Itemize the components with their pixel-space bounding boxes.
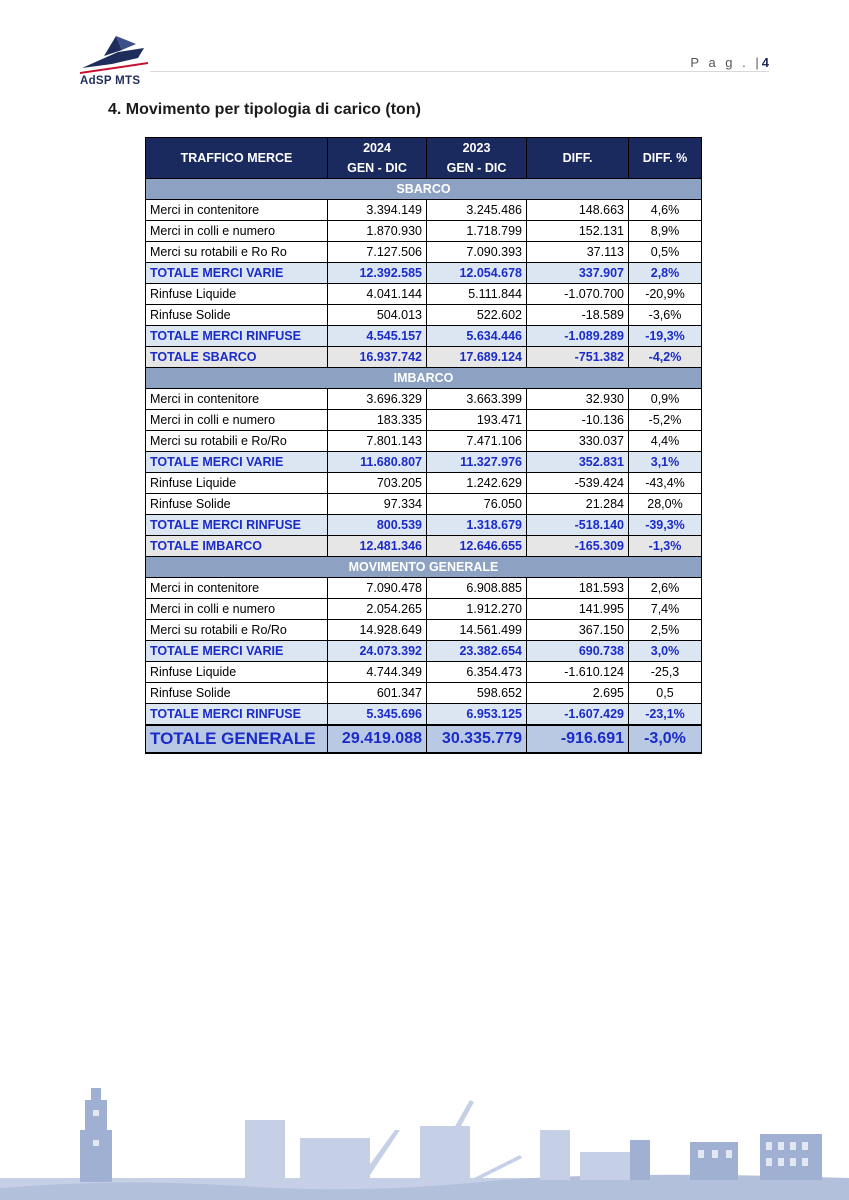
- total-row: [146, 326, 702, 347]
- port-skyline-illustration: [0, 1060, 849, 1200]
- value-2024-cell: 4.041.144: [328, 284, 427, 305]
- value-2023-cell: 5.634.446: [427, 326, 527, 347]
- label-cell: TOTALE MERCI RINFUSE: [146, 704, 328, 726]
- label-cell: Rinfuse Liquide: [146, 473, 328, 494]
- table-body: [146, 179, 702, 754]
- table-row: [146, 620, 702, 641]
- label-cell: Merci in colli e numero: [146, 599, 328, 620]
- value-2023-cell: 1.242.629: [427, 473, 527, 494]
- total-row: [146, 347, 702, 368]
- page-number: [690, 55, 769, 70]
- label-cell: TOTALE MERCI RINFUSE: [146, 326, 328, 347]
- table-row: [146, 578, 702, 599]
- label-cell: Rinfuse Liquide: [146, 284, 328, 305]
- diff-cell: 2.695: [527, 683, 629, 704]
- label-cell: TOTALE GENERALE: [146, 725, 328, 753]
- value-2024-cell: 3.394.149: [328, 200, 427, 221]
- value-2024-cell: 703.205: [328, 473, 427, 494]
- label-cell: Merci in colli e numero: [146, 410, 328, 431]
- table-row: [146, 662, 702, 683]
- diff-cell: 330.037: [527, 431, 629, 452]
- label-cell: Merci in contenitore: [146, 389, 328, 410]
- value-2023-cell: 76.050: [427, 494, 527, 515]
- diff-pct-cell: 0,5%: [629, 242, 702, 263]
- header-2024-year: 2024: [363, 141, 391, 155]
- label-cell: Rinfuse Solide: [146, 305, 328, 326]
- total-row: [146, 641, 702, 662]
- table-row: [146, 683, 702, 704]
- value-2023-cell: 7.471.106: [427, 431, 527, 452]
- value-2023-cell: 5.111.844: [427, 284, 527, 305]
- value-2024-cell: 504.013: [328, 305, 427, 326]
- diff-pct-cell: 4,4%: [629, 431, 702, 452]
- diff-pct-cell: -25,3: [629, 662, 702, 683]
- header-2023-year: 2023: [462, 141, 491, 155]
- value-2024-cell: 3.696.329: [328, 389, 427, 410]
- diff-cell: 148.663: [527, 200, 629, 221]
- page-label: P a g . |: [690, 55, 762, 70]
- table-row: [146, 494, 702, 515]
- section-title-cell: MOVIMENTO GENERALE: [146, 557, 702, 578]
- value-2024-cell: 4.545.157: [328, 326, 427, 347]
- table-row: [146, 431, 702, 452]
- table-row: [146, 242, 702, 263]
- diff-pct-cell: -19,3%: [629, 326, 702, 347]
- diff-pct-cell: 0,9%: [629, 389, 702, 410]
- value-2023-cell: 30.335.779: [427, 725, 527, 753]
- value-2023-cell: 1.718.799: [427, 221, 527, 242]
- diff-pct-cell: 0,5: [629, 683, 702, 704]
- diff-cell: 37.113: [527, 242, 629, 263]
- label-cell: Merci in colli e numero: [146, 221, 328, 242]
- label-cell: TOTALE SBARCO: [146, 347, 328, 368]
- value-2024-cell: 14.928.649: [328, 620, 427, 641]
- value-2023-cell: 598.652: [427, 683, 527, 704]
- value-2023-cell: 3.663.399: [427, 389, 527, 410]
- logo-text: AdSP MTS: [80, 75, 141, 87]
- diff-pct-cell: 7,4%: [629, 599, 702, 620]
- diff-pct-cell: -43,4%: [629, 473, 702, 494]
- value-2024-cell: 12.392.585: [328, 263, 427, 284]
- grand-total-row: [146, 725, 702, 753]
- value-2024-cell: 7.127.506: [328, 242, 427, 263]
- value-2023-cell: 6.908.885: [427, 578, 527, 599]
- value-2023-cell: 522.602: [427, 305, 527, 326]
- table-header-row: [146, 138, 702, 179]
- diff-cell: 690.738: [527, 641, 629, 662]
- label-cell: Rinfuse Liquide: [146, 662, 328, 683]
- value-2023-cell: 193.471: [427, 410, 527, 431]
- diff-pct-cell: 3,0%: [629, 641, 702, 662]
- label-cell: Rinfuse Solide: [146, 683, 328, 704]
- value-2024-cell: 4.744.349: [328, 662, 427, 683]
- diff-pct-cell: 2,5%: [629, 620, 702, 641]
- value-2024-cell: 97.334: [328, 494, 427, 515]
- total-row: [146, 515, 702, 536]
- diff-pct-cell: 28,0%: [629, 494, 702, 515]
- label-cell: Merci su rotabili e Ro Ro: [146, 242, 328, 263]
- diff-cell: 152.131: [527, 221, 629, 242]
- value-2024-cell: 5.345.696: [328, 704, 427, 726]
- diff-cell: 181.593: [527, 578, 629, 599]
- section-row: [146, 557, 702, 578]
- label-cell: TOTALE IMBARCO: [146, 536, 328, 557]
- label-cell: TOTALE MERCI VARIE: [146, 263, 328, 284]
- total-row: [146, 452, 702, 473]
- diff-pct-cell: -23,1%: [629, 704, 702, 726]
- label-cell: Merci in contenitore: [146, 200, 328, 221]
- value-2023-cell: 6.953.125: [427, 704, 527, 726]
- label-cell: Merci in contenitore: [146, 578, 328, 599]
- total-row: [146, 263, 702, 284]
- value-2024-cell: 1.870.930: [328, 221, 427, 242]
- header-2024-period: GEN - DIC: [347, 161, 407, 175]
- section-title: 4. Movimento per tipologia di carico (ton): [108, 101, 421, 118]
- table-row: [146, 473, 702, 494]
- header-2023: [427, 138, 527, 179]
- diff-cell: -539.424: [527, 473, 629, 494]
- diff-cell: -751.382: [527, 347, 629, 368]
- value-2023-cell: 23.382.654: [427, 641, 527, 662]
- section-title-cell: IMBARCO: [146, 368, 702, 389]
- header-diff-pct: DIFF. %: [629, 138, 702, 179]
- value-2024-cell: 183.335: [328, 410, 427, 431]
- diff-cell: -1.070.700: [527, 284, 629, 305]
- table-row: [146, 305, 702, 326]
- diff-pct-cell: 2,6%: [629, 578, 702, 599]
- value-2024-cell: 7.090.478: [328, 578, 427, 599]
- diff-pct-cell: -39,3%: [629, 515, 702, 536]
- table-row: [146, 599, 702, 620]
- header-2024: [328, 138, 427, 179]
- value-2023-cell: 6.354.473: [427, 662, 527, 683]
- label-cell: Merci su rotabili e Ro/Ro: [146, 620, 328, 641]
- diff-cell: -1.607.429: [527, 704, 629, 726]
- table-row: [146, 284, 702, 305]
- diff-pct-cell: -4,2%: [629, 347, 702, 368]
- label-cell: TOTALE MERCI RINFUSE: [146, 515, 328, 536]
- diff-cell: -1.610.124: [527, 662, 629, 683]
- table-row: [146, 200, 702, 221]
- diff-cell: 352.831: [527, 452, 629, 473]
- adsp-mts-logo: [78, 30, 150, 92]
- value-2024-cell: 7.801.143: [328, 431, 427, 452]
- diff-pct-cell: -3,0%: [629, 725, 702, 753]
- label-cell: TOTALE MERCI VARIE: [146, 452, 328, 473]
- diff-cell: 32.930: [527, 389, 629, 410]
- diff-cell: 141.995: [527, 599, 629, 620]
- value-2024-cell: 800.539: [328, 515, 427, 536]
- header-traffico-merce: TRAFFICO MERCE: [146, 138, 328, 179]
- label-cell: TOTALE MERCI VARIE: [146, 641, 328, 662]
- diff-cell: 367.150: [527, 620, 629, 641]
- diff-cell: 21.284: [527, 494, 629, 515]
- table-row: [146, 410, 702, 431]
- diff-pct-cell: 2,8%: [629, 263, 702, 284]
- value-2023-cell: 12.054.678: [427, 263, 527, 284]
- value-2023-cell: 7.090.393: [427, 242, 527, 263]
- ship-logo-icon: [78, 30, 150, 74]
- value-2023-cell: 12.646.655: [427, 536, 527, 557]
- diff-pct-cell: -5,2%: [629, 410, 702, 431]
- diff-pct-cell: 3,1%: [629, 452, 702, 473]
- diff-pct-cell: -1,3%: [629, 536, 702, 557]
- label-cell: Merci su rotabili e Ro/Ro: [146, 431, 328, 452]
- diff-cell: 337.907: [527, 263, 629, 284]
- page-number-value: 4: [761, 55, 769, 70]
- value-2024-cell: 12.481.346: [328, 536, 427, 557]
- value-2024-cell: 11.680.807: [328, 452, 427, 473]
- diff-pct-cell: 8,9%: [629, 221, 702, 242]
- label-cell: Rinfuse Solide: [146, 494, 328, 515]
- diff-pct-cell: 4,6%: [629, 200, 702, 221]
- diff-cell: -1.089.289: [527, 326, 629, 347]
- value-2024-cell: 29.419.088: [328, 725, 427, 753]
- header-divider: [150, 71, 769, 72]
- value-2024-cell: 2.054.265: [328, 599, 427, 620]
- section-row: [146, 368, 702, 389]
- value-2023-cell: 17.689.124: [427, 347, 527, 368]
- total-row: [146, 536, 702, 557]
- cargo-type-table: [145, 137, 702, 754]
- diff-cell: -18.589: [527, 305, 629, 326]
- value-2023-cell: 3.245.486: [427, 200, 527, 221]
- diff-cell: -10.136: [527, 410, 629, 431]
- table-row: [146, 389, 702, 410]
- section-row: [146, 179, 702, 200]
- diff-cell: -165.309: [527, 536, 629, 557]
- value-2024-cell: 601.347: [328, 683, 427, 704]
- value-2023-cell: 14.561.499: [427, 620, 527, 641]
- header-diff: DIFF.: [527, 138, 629, 179]
- section-title-cell: SBARCO: [146, 179, 702, 200]
- table-row: [146, 221, 702, 242]
- diff-pct-cell: -3,6%: [629, 305, 702, 326]
- diff-cell: -518.140: [527, 515, 629, 536]
- value-2024-cell: 24.073.392: [328, 641, 427, 662]
- value-2023-cell: 1.912.270: [427, 599, 527, 620]
- diff-cell: -916.691: [527, 725, 629, 753]
- diff-pct-cell: -20,9%: [629, 284, 702, 305]
- value-2023-cell: 1.318.679: [427, 515, 527, 536]
- header-2023-period: GEN - DIC: [446, 161, 507, 175]
- total-row: [146, 704, 702, 726]
- value-2023-cell: 11.327.976: [427, 452, 527, 473]
- value-2024-cell: 16.937.742: [328, 347, 427, 368]
